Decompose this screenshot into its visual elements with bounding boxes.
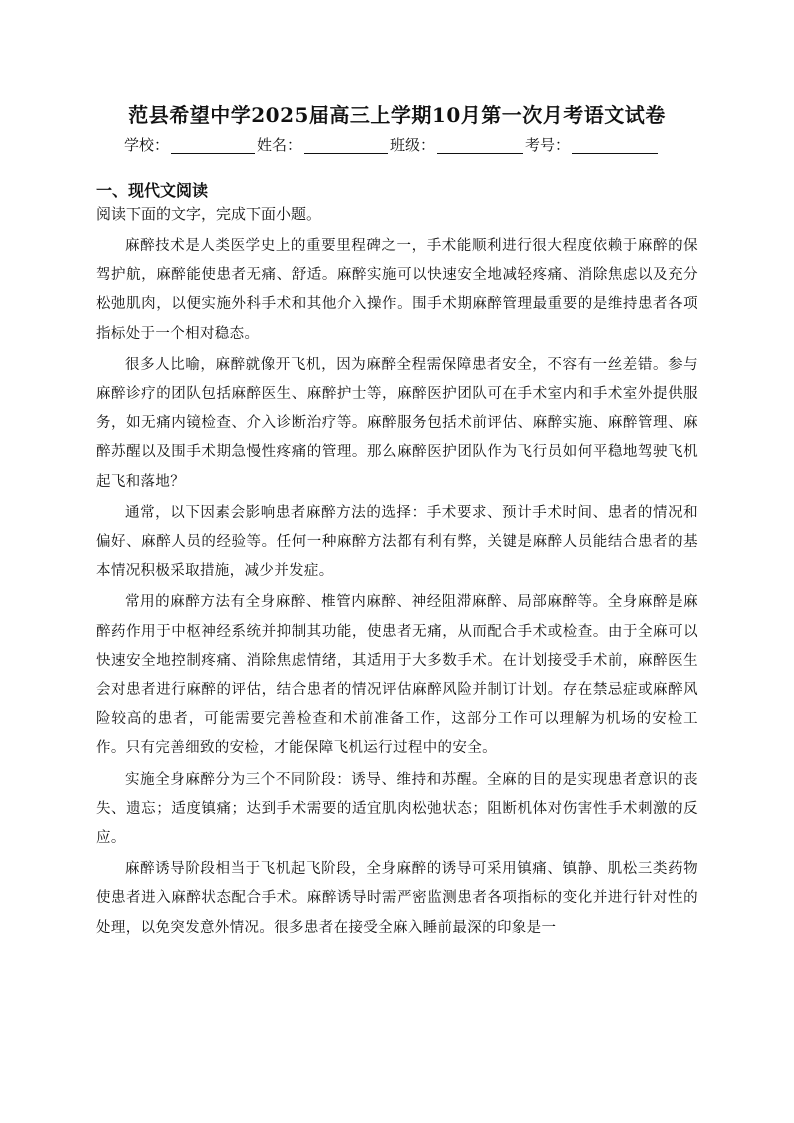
reading-passage — [96, 232, 698, 945]
student-info-line — [124, 134, 660, 156]
passage-paragraph: 麻醉技术是人类医学史上的重要里程碑之一，手术能顺利进行很大程度依赖于麻醉的保驾护航，麻醉能使患者无痛、舒适。麻醉实施可以快速安全地减轻疼痛、消除焦虑以及充分松弛肌肉，以便实施外科手术和其他介入操作。围手术期麻醉管理最重要的是维持患者各项指标处于一个相对稳态。 — [96, 238, 698, 342]
passage-paragraph: 常用的麻醉方法有全身麻醉、椎管内麻醉、神经阻滞麻醉、局部麻醉等。全身麻醉是麻醉药作用于中枢神经系统并抑制其功能，使患者无痛，从而配合手术或检查。由于全麻可以快速安全地控制疼痛、消除焦虑情绪，其适用于大多数手术。在计划接受手术前，麻醉医生会对患者进行麻醉的评估，结合患者的情况评估麻醉风险并制订计划。存在禁忌症或麻醉风险较高的患者，可能需要完善检查和术前准备工作，这部分工作可以理解为机场的安检工作。只有完善细致的安检，才能保障飞机运行过程中的安全。 — [96, 594, 698, 757]
number-blank[interactable] — [572, 137, 658, 154]
school-blank[interactable] — [171, 137, 255, 154]
passage-paragraph: 很多人比喻，麻醉就像开飞机，因为麻醉全程需保障患者安全，不容有一丝差错。参与麻醉诊疗的团队包括麻醉医生、麻醉护士等，麻醉医护团队可在手术室内和手术室外提供服务，如无痛内镜检查、介入诊断治疗等。麻醉服务包括术前评估、麻醉实施、麻醉管理、麻醉苏醒以及围手术期急慢性疼痛的管理。那么麻醉医护团队作为飞行员如何平稳地驾驶飞机起飞和落地？ — [96, 356, 698, 490]
name-blank[interactable] — [304, 137, 388, 154]
passage-paragraph: 麻醉诱导阶段相当于飞机起飞阶段，全身麻醉的诱导可采用镇痛、镇静、肌松三类药物使患者进入麻醉状态配合手术。麻醉诱导时需严密监测患者各项指标的变化并进行针对性的处理，以免突发意外情况。很多患者在接受全麻入睡前最深的印象是一 — [96, 861, 698, 936]
section-instruction: 阅读下面的文字，完成下面小题。 — [96, 205, 322, 223]
name-label: 姓名： — [257, 136, 303, 154]
section-heading: 一、现代文阅读 — [96, 181, 209, 200]
number-label: 考号： — [525, 136, 571, 154]
passage-paragraph: 实施全身麻醉分为三个不同阶段：诱导、维持和苏醒。全麻的目的是实现患者意识的丧失、遗忘；适度镇痛；达到手术需要的适宜肌肉松弛状态；阻断机体对伤害性手术刺激的反应。 — [96, 771, 698, 847]
school-label: 学校： — [124, 136, 170, 154]
class-blank[interactable] — [437, 137, 523, 154]
passage-paragraph: 通常，以下因素会影响患者麻醉方法的选择：手术要求、预计手术时间、患者的情况和偏好、麻醉人员的经验等。任何一种麻醉方法都有利有弊，关键是麻醉人员能结合患者的基本情况积极采取措施，减少并发症。 — [96, 504, 698, 580]
exam-title: 范县希望中学2025届高三上学期10月第一次月考语文试卷 — [128, 103, 666, 127]
class-label: 班级： — [390, 136, 436, 154]
